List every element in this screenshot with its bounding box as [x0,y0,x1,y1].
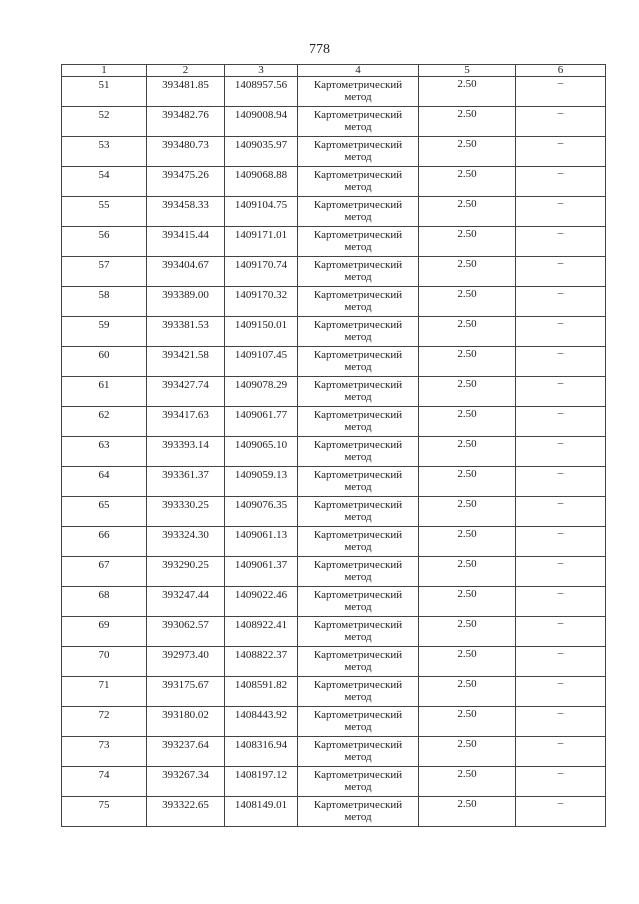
table-cell: – [516,527,606,557]
table-row [62,587,606,617]
method-text: Картометрический [313,589,403,601]
method-text: метод [344,421,372,433]
table-cell: 53 [62,137,147,167]
table-cell: 393481.85 [147,77,225,107]
table-cell: 1409068.88 [225,167,298,197]
method-text: метод [344,811,372,823]
table-header-row [62,65,606,77]
table-cell: – [516,587,606,617]
method-text: метод [344,571,372,583]
method-text: Картометрический [313,469,403,481]
table-cell: 2.50 [419,797,516,827]
table-cell: 2.50 [419,497,516,527]
table-cell: 2.50 [419,707,516,737]
table-cell: 1408443.92 [225,707,298,737]
table-cell: 54 [62,167,147,197]
header-cell: 6 [516,65,606,77]
table-cell [298,317,419,347]
table-cell [298,737,419,767]
table-cell: 2.50 [419,437,516,467]
table-cell [298,647,419,677]
table-cell: – [516,227,606,257]
table-cell: – [516,257,606,287]
table-row [62,467,606,497]
method-text: метод [344,241,372,253]
table-cell: 393237.64 [147,737,225,767]
method-text: Картометрический [313,79,403,91]
page-number: 778 [309,42,330,57]
table-cell: 393324.30 [147,527,225,557]
header-cell: 2 [147,65,225,77]
table-cell: 1408922.41 [225,617,298,647]
table-cell: 55 [62,197,147,227]
table-cell: 2.50 [419,557,516,587]
table-cell: – [516,437,606,467]
table-cell [298,467,419,497]
coordinates-table [61,64,606,827]
method-text: метод [344,631,372,643]
table-cell [298,137,419,167]
table-row [62,527,606,557]
table-row [62,287,606,317]
table-cell: 2.50 [419,137,516,167]
method-text: метод [344,181,372,193]
table-row [62,557,606,587]
table-row [62,767,606,797]
table-cell: 393180.02 [147,707,225,737]
table-row [62,227,606,257]
method-text: метод [344,331,372,343]
table-cell: 57 [62,257,147,287]
method-text: метод [344,721,372,733]
method-text: Картометрический [313,499,403,511]
table-cell: 393381.53 [147,317,225,347]
method-text: Картометрический [313,769,403,781]
table-cell: – [516,347,606,377]
table-cell: 68 [62,587,147,617]
table-row [62,497,606,527]
table-cell: 393330.25 [147,497,225,527]
table-cell [298,497,419,527]
method-text: Картометрический [313,139,403,151]
table-cell: – [516,287,606,317]
table-cell: 1409061.77 [225,407,298,437]
table-cell: 1408591.82 [225,677,298,707]
table-cell [298,617,419,647]
method-text: метод [344,151,372,163]
method-text: метод [344,481,372,493]
header-cell: 3 [225,65,298,77]
table-row [62,107,606,137]
table-cell: 66 [62,527,147,557]
table-row [62,677,606,707]
table-cell: – [516,677,606,707]
method-text: метод [344,511,372,523]
table-cell: 2.50 [419,227,516,257]
method-text: Картометрический [313,199,403,211]
table-cell: 393421.58 [147,347,225,377]
table-cell: 393361.37 [147,467,225,497]
table-cell: 1408822.37 [225,647,298,677]
table-cell: 1409170.32 [225,287,298,317]
table-cell: 393404.67 [147,257,225,287]
table-cell: – [516,317,606,347]
table-cell [298,587,419,617]
table-cell: – [516,707,606,737]
table-cell [298,167,419,197]
table-cell: 2.50 [419,587,516,617]
method-text: Картометрический [313,799,403,811]
table-cell [298,707,419,737]
table-cell: 1409171.01 [225,227,298,257]
method-text: метод [344,751,372,763]
table-cell: 393475.26 [147,167,225,197]
table-cell: 59 [62,317,147,347]
table-cell: 1408957.56 [225,77,298,107]
table-row [62,707,606,737]
table-cell: 75 [62,797,147,827]
table-cell: 393417.63 [147,407,225,437]
table-cell: 69 [62,617,147,647]
table-cell [298,77,419,107]
table-cell: 1409065.10 [225,437,298,467]
method-text: метод [344,601,372,613]
table-cell: 1409150.01 [225,317,298,347]
table-cell: – [516,617,606,647]
method-text: метод [344,781,372,793]
method-text: Картометрический [313,529,403,541]
table-cell: 2.50 [419,617,516,647]
table-cell: 2.50 [419,737,516,767]
table-cell: 2.50 [419,257,516,287]
table-cell: 1409059.13 [225,467,298,497]
table-cell: 393175.67 [147,677,225,707]
table-cell: 393267.34 [147,767,225,797]
method-text: Картометрический [313,349,403,361]
table-cell: 58 [62,287,147,317]
table-cell: 393062.57 [147,617,225,647]
method-text: метод [344,91,372,103]
table-cell: – [516,767,606,797]
table-cell: 1409107.45 [225,347,298,377]
table-cell: 70 [62,647,147,677]
table-cell [298,557,419,587]
table-cell: 2.50 [419,647,516,677]
method-text: метод [344,121,372,133]
table-cell: 67 [62,557,147,587]
table-cell: – [516,137,606,167]
table-cell: 2.50 [419,287,516,317]
method-text: Картометрический [313,679,403,691]
table-cell: 393389.00 [147,287,225,317]
table-cell: 65 [62,497,147,527]
table-cell: 2.50 [419,527,516,557]
table-cell: 63 [62,437,147,467]
table-cell: 62 [62,407,147,437]
table-cell [298,767,419,797]
table-row [62,317,606,347]
table-cell: – [516,377,606,407]
table-row [62,737,606,767]
table-cell: 2.50 [419,197,516,227]
table-cell: 2.50 [419,167,516,197]
method-text: Картометрический [313,619,403,631]
table-cell: 2.50 [419,767,516,797]
method-text: Картометрический [313,169,403,181]
table-cell: – [516,407,606,437]
table-cell: – [516,197,606,227]
table-cell: 2.50 [419,107,516,137]
method-text: Картометрический [313,649,403,661]
table-cell: 2.50 [419,407,516,437]
table-row [62,167,606,197]
table-cell [298,527,419,557]
table-cell: – [516,167,606,197]
method-text: Картометрический [313,109,403,121]
table-cell: 1409078.29 [225,377,298,407]
table-cell [298,347,419,377]
table-cell: – [516,737,606,767]
method-text: метод [344,301,372,313]
table-cell: 1408197.12 [225,767,298,797]
table-row [62,347,606,377]
table-cell: – [516,467,606,497]
table-row [62,437,606,467]
table-cell: 51 [62,77,147,107]
table-body [62,77,606,827]
method-text: метод [344,361,372,373]
header-cell: 1 [62,65,147,77]
method-text: Картометрический [313,559,403,571]
table-cell: 392973.40 [147,647,225,677]
table-cell: 60 [62,347,147,377]
table-cell: 52 [62,107,147,137]
table-cell [298,677,419,707]
table-cell: – [516,647,606,677]
table-row [62,407,606,437]
method-text: Картометрический [313,379,403,391]
table-cell: 2.50 [419,677,516,707]
table-row [62,197,606,227]
table-cell: 2.50 [419,467,516,497]
table-cell: 393458.33 [147,197,225,227]
method-text: Картометрический [313,319,403,331]
method-text: метод [344,541,372,553]
table-cell: – [516,797,606,827]
header-cell: 5 [419,65,516,77]
table-row [62,77,606,107]
table-cell: 74 [62,767,147,797]
table-cell: 1409008.94 [225,107,298,137]
method-text: Картометрический [313,439,403,451]
method-text: метод [344,271,372,283]
table-cell: 393415.44 [147,227,225,257]
table-cell: 1409104.75 [225,197,298,227]
method-text: Картометрический [313,709,403,721]
method-text: метод [344,391,372,403]
table-cell: 393427.74 [147,377,225,407]
table-cell [298,197,419,227]
table-cell: 56 [62,227,147,257]
table-cell: 72 [62,707,147,737]
table-cell: 2.50 [419,317,516,347]
table-cell: – [516,497,606,527]
method-text: Картометрический [313,259,403,271]
table-cell: 393290.25 [147,557,225,587]
table-cell [298,407,419,437]
method-text: Картометрический [313,229,403,241]
table-cell: 1409022.46 [225,587,298,617]
table-cell: – [516,107,606,137]
table-cell: 2.50 [419,347,516,377]
table-cell: 1408316.94 [225,737,298,767]
method-text: метод [344,661,372,673]
method-text: метод [344,451,372,463]
table-row [62,137,606,167]
table-cell [298,797,419,827]
table-cell [298,107,419,137]
table-cell [298,377,419,407]
table-cell: 2.50 [419,77,516,107]
table-row [62,617,606,647]
method-text: метод [344,211,372,223]
table-row [62,797,606,827]
table-cell: 1409061.13 [225,527,298,557]
table-cell: 393247.44 [147,587,225,617]
table-cell: 2.50 [419,377,516,407]
table-cell: 393393.14 [147,437,225,467]
table-cell: 1409061.37 [225,557,298,587]
table-row [62,257,606,287]
table-cell: – [516,557,606,587]
table-cell: 61 [62,377,147,407]
table-cell: 71 [62,677,147,707]
method-text: Картометрический [313,739,403,751]
header-cell: 4 [298,65,419,77]
table-cell: 393322.65 [147,797,225,827]
table-cell: 393480.73 [147,137,225,167]
method-text: Картометрический [313,409,403,421]
table-cell [298,227,419,257]
table-cell: – [516,77,606,107]
method-text: метод [344,691,372,703]
table-row [62,377,606,407]
table-cell: 64 [62,467,147,497]
table-cell: 1409076.35 [225,497,298,527]
table-cell: 1409170.74 [225,257,298,287]
table-cell [298,257,419,287]
table-cell: 393482.76 [147,107,225,137]
table-cell: 1408149.01 [225,797,298,827]
method-text: Картометрический [313,289,403,301]
table-cell [298,437,419,467]
table-row [62,647,606,677]
table-cell: 1409035.97 [225,137,298,167]
table-cell: 73 [62,737,147,767]
table-cell [298,287,419,317]
